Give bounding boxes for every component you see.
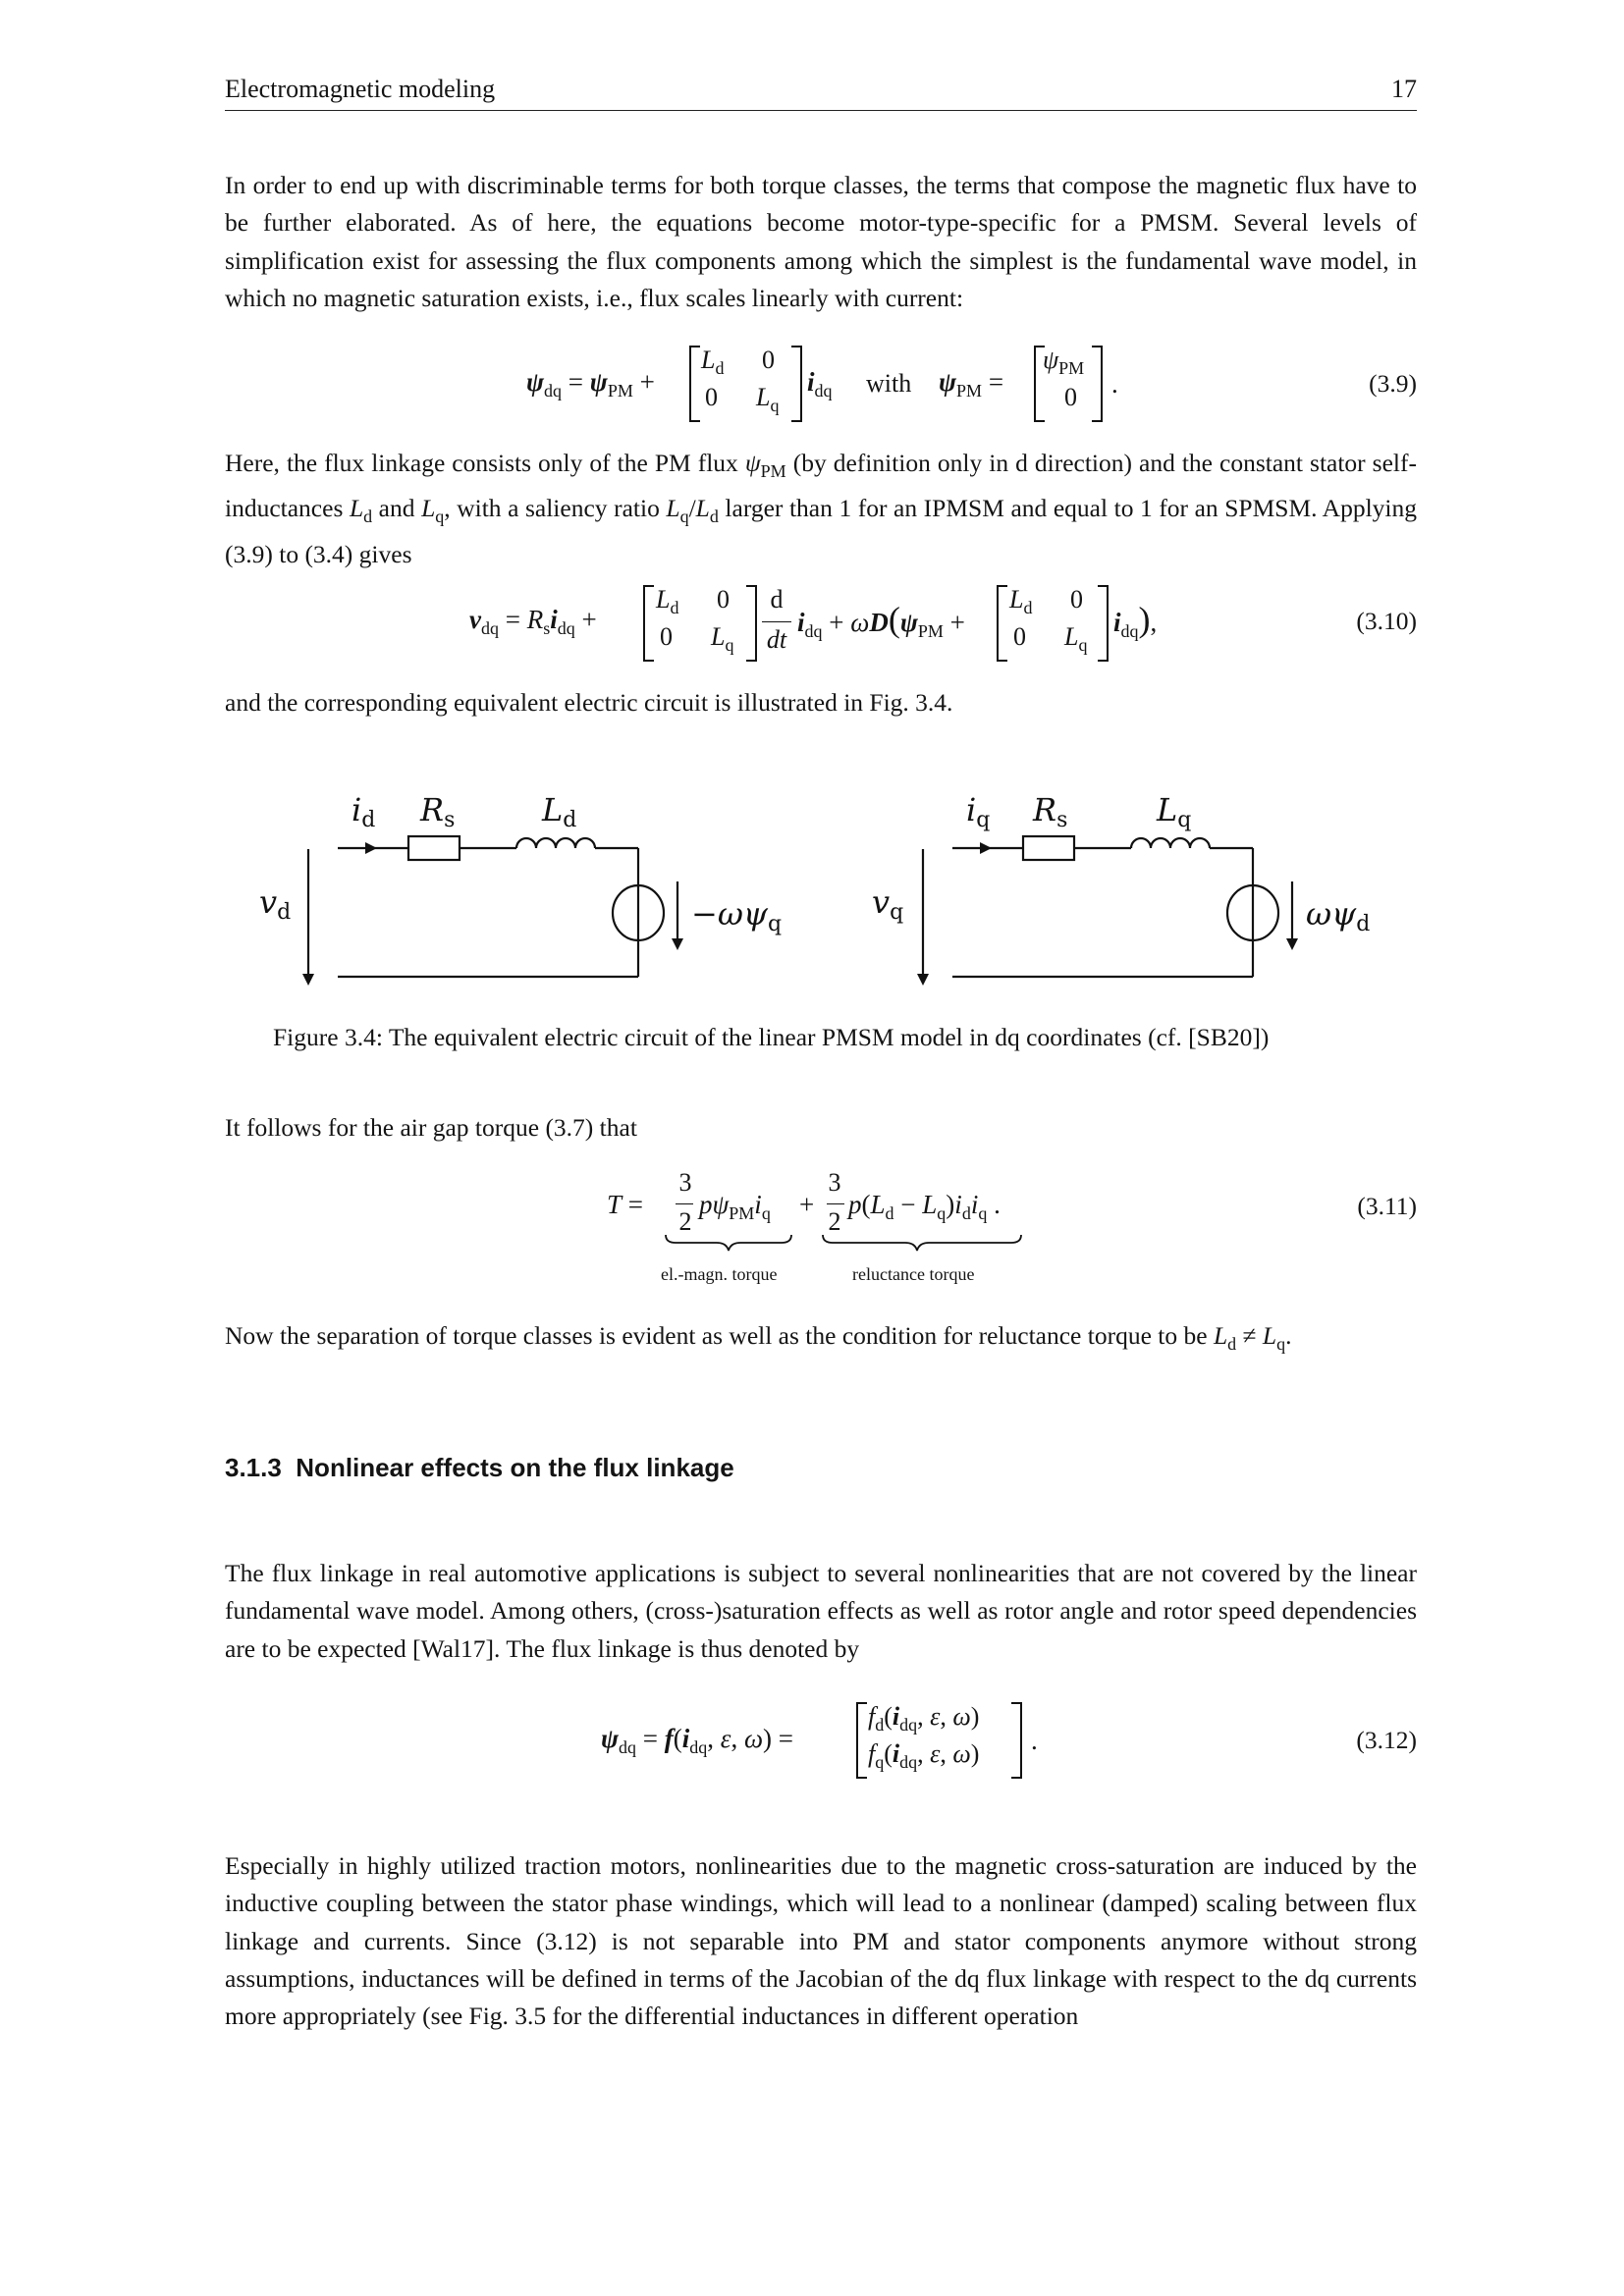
ld-inductor xyxy=(516,838,595,848)
paragraph-torque-intro: It follows for the air gap torque (3.7) that xyxy=(225,1113,637,1142)
page-number: 17 xyxy=(1391,75,1417,103)
paragraph-circuit-intro: and the corresponding equivalent electric circuit is illustrated in Fig. 3.4. xyxy=(225,688,953,717)
header-title: Electromagnetic modeling xyxy=(225,75,496,103)
rs-resistor-d xyxy=(408,836,460,860)
lq-inductor xyxy=(1131,838,1210,848)
rs-resistor-q xyxy=(1023,836,1074,860)
label-em-torque: el.-magn. torque xyxy=(661,1264,778,1284)
svg-text:−ωψq: −ωψq xyxy=(691,895,783,936)
id-arrowhead xyxy=(365,842,377,854)
eq312-number: (3.12) xyxy=(1356,1726,1417,1754)
running-header xyxy=(225,73,1417,111)
svg-text:vq: vq xyxy=(872,883,904,925)
svg-text:Rs: Rs xyxy=(1033,791,1068,832)
svg-text:vd: vd xyxy=(259,883,292,925)
underbraces xyxy=(0,1233,1624,1256)
paragraph-intro: In order to end up with discriminable terms for both torque classes, the terms that compose the magnetic flux have to be further elaborated. As of here, the equations become motor-type-specific for a PMSM. Several levels of simplification exist for assessing the flux components among which the simplest is the fundamental wave model, in which no magnetic saturation exists, i.e., flux scales linearly with current: xyxy=(225,171,1417,312)
vq-arrowhead xyxy=(917,974,929,986)
svg-text:id: id xyxy=(352,791,376,832)
eq39-lhs: $\psi_{dq} = \psi_{PM}$ + xyxy=(526,367,655,400)
svg-text:iq: iq xyxy=(966,791,991,832)
svg-text:Lq: Lq xyxy=(1157,791,1192,832)
figure-caption: Figure 3.4: The equivalent electric circuit of the linear PMSM model in dq coordinates (cf. [SB20]) xyxy=(273,1023,1270,1051)
eq39-with: with xyxy=(866,369,912,398)
svg-text:Rs: Rs xyxy=(420,791,456,832)
eq39-number: (3.9) xyxy=(1369,369,1417,398)
vd-arrowhead xyxy=(302,974,314,986)
svg-text:ωψd: ωψd xyxy=(1306,895,1371,936)
paragraph-flux-linkage: Here, the flux linkage consists only of the PM flux $\psi_{PM}$ (by definition only in d direction) and the constant stator self-inductances $L_d$ and $L_q$, with a saliency ratio $L_q/L_d$ larger than 1 for an IPMSM and equal to 1 for an SPMSM. Applying (3.9) to (3.4) gives xyxy=(225,449,1417,568)
eq311-number: (3.11) xyxy=(1357,1192,1417,1220)
section-heading: 3.1.3 Nonlinear effects on the flux linkage xyxy=(225,1453,734,1482)
paragraph-torque-separation: Now the separation of torque classes is evident as well as the condition for reluctance torque to be $L_d \ne L_q$. xyxy=(225,1321,1292,1354)
paragraph-nonlinear: The flux linkage in real automotive applications is subject to several nonlinearities that are not covered by the linear fundamental wave model. Among others, (cross-)saturation effects as well as rotor angle and rotor speed dependencies are to be expected [Wal17]. The flux linkage is thus denoted by xyxy=(225,1559,1417,1663)
equivalent-circuit-figure xyxy=(0,766,1624,1001)
paragraph-cross-saturation: Especially in highly utilized traction motors, nonlinearities due to the magnetic cross-saturation are induced by the inductive coupling between the stator phase windings, which will lead to a nonlinear (damped) scaling between flux linkage and currents. Since (3.12) is not separable into PM and stator components anymore without strong assumptions, inductances will be defined in terms of the Jacobian of the dq flux linkage with respect to the dq currents more appropriately (see Fig. 3.5 for the differential inductances in different operation xyxy=(225,1851,1417,2031)
label-reluctance-torque: reluctance torque xyxy=(852,1264,975,1284)
svg-text:Ld: Ld xyxy=(542,791,577,832)
iq-arrowhead xyxy=(980,842,992,854)
eq310-number: (3.10) xyxy=(1356,607,1417,635)
